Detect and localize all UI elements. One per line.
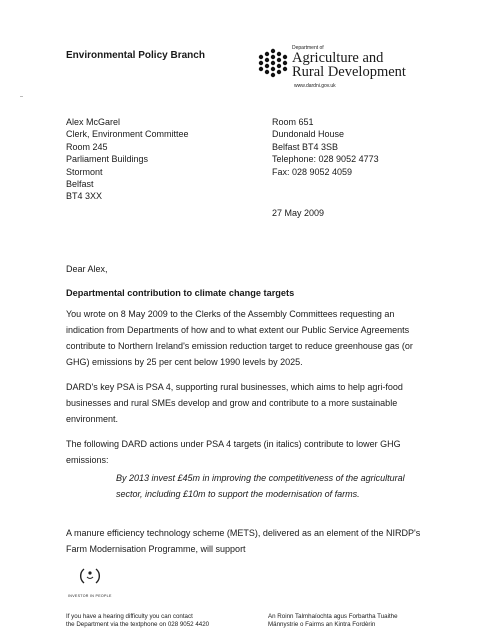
footer-department-translations [268,613,398,629]
department-name-line2: Rural Development [292,64,406,80]
recipient-line: BT4 3XX [66,191,103,202]
salutation: Dear Alex, [66,264,108,274]
footer-line: Männystrie o Fairms an Kintra Fordèrin [268,621,376,628]
department-website: www.dardni.gov.uk [294,83,336,89]
department-name [292,51,406,79]
investors-in-people-label: INVESTOR IN PEOPLE [68,594,112,598]
recipient-line: Belfast [66,179,94,190]
margin-mark [20,96,23,97]
footer-line: An Roinn Talmhaíochta agus Forbartha Tuaithe [268,613,398,620]
letter-date: 27 May 2009 [272,208,325,218]
footer-hearing-contact [66,613,209,629]
body-paragraph: The following DARD actions under PSA 4 targets (in italics) contribute to lower GHG emissions: [66,439,401,465]
body-paragraph: DARD's key PSA is PSA 4, supporting rural businesses, which aims to help agri-food businesses and rural SMEs develop and grow and contribute to a more sustainable environment. [66,382,403,424]
sender-line: Room 651 [272,117,314,127]
department-name-line1: Agriculture and [292,50,384,66]
sender-address [272,116,379,178]
recipient-line: Room 245 [66,141,108,152]
recipient-line: Clerk, Environment Committee [66,129,189,140]
subject-line: Departmental contribution to climate change targets [66,288,295,298]
footer-line: the Department via the textphone on 028 9052 4420 [66,621,210,628]
recipient-address [66,116,189,203]
sender-line: Dundonald House [272,129,345,140]
recipient-line: Parliament Buildings [66,154,149,165]
department-logo-icon [258,48,288,78]
sender-line: Fax: 028 9052 4059 [272,166,353,177]
body-paragraph: A manure efficiency technology scheme (METS), delivered as an element of the NIRDP's Farm Modernisation Programme, will support [66,528,421,554]
psa-target-quote: By 2013 invest £45m in improving the competitiveness of the agricultural sector, including £10m to support the modernisation of farms. [116,473,405,499]
recipient-line: Stormont [66,166,103,177]
investors-in-people-logo-icon [79,565,101,591]
recipient-line: Alex McGarel [66,117,121,127]
sender-line: Belfast BT4 3SB [272,141,339,152]
department-of-label: Department of [292,45,324,51]
body-paragraph: You wrote on 8 May 2009 to the Clerks of the Assembly Committees requesting an indication from Departments of how and to what extent our Public Service Agreements contribute to Northern Ireland's emission reduction target to reduce greenhouse gas (or GHG) emissions by 25 per cent below 1990 levels by 2025. [66,309,413,367]
branch-name: Environmental Policy Branch [66,50,205,61]
footer-line: If you have a hearing difficulty you can contact [66,613,193,620]
sender-line: Telephone: 028 9052 4773 [272,154,379,165]
